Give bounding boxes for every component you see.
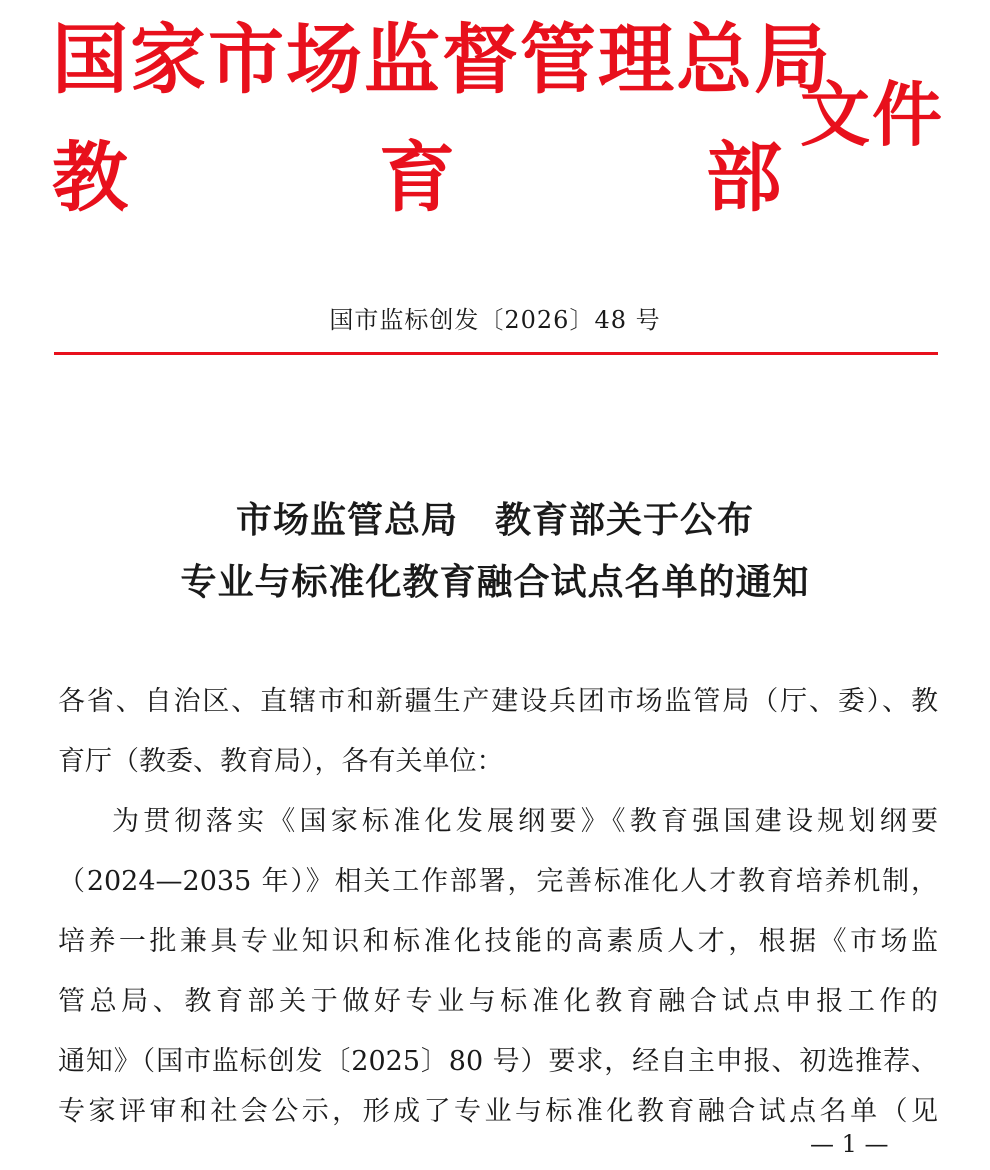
document-suffix: 文件 [800, 74, 944, 156]
document-number: 国市监标创发〔2026〕48 号 [329, 306, 661, 334]
paragraph-line-6: 专家评审和社会公示，形成了专业与标准化教育融合试点名单（见 [58, 1096, 938, 1127]
co-issuing-org-name [52, 132, 782, 224]
paragraph-line-5: 通知》（国市监标创发〔2025〕80 号）要求，经自主申报、初选推荐、 [58, 1046, 938, 1077]
page-number: — 1 — [810, 1130, 889, 1158]
addressee-line-2: 育厅（教委、教育局），各有关单位： [58, 746, 504, 777]
paragraph-line-1: 为贯彻落实《国家标准化发展纲要》《教育强国建设规划纲要 [112, 806, 938, 837]
addressee-line-1: 各省、自治区、直辖市和新疆生产建设兵团市场监管局（厅、委）、教 [58, 686, 938, 717]
paragraph-line-2: （2024—2035 年）》相关工作部署，完善标准化人才教育培养机制， [58, 866, 938, 897]
co-org-char-1: 教 [52, 133, 128, 222]
issuing-org-name: 国家市场监督管理总局 [52, 15, 832, 104]
document-title-line-1: 市场监管总局 教育部关于公布 [235, 500, 754, 541]
paragraph-line-3: 培养一批兼具专业知识和标准化技能的高素质人才，根据《市场监 [58, 926, 938, 957]
paragraph-line-4: 管总局、教育部关于做好专业与标准化教育融合试点申报工作的 [58, 986, 938, 1017]
co-org-char-3: 部 [706, 133, 782, 222]
co-org-char-2: 育 [379, 133, 455, 222]
document-title-line-2: 专业与标准化教育融合试点名单的通知 [180, 562, 810, 603]
red-divider-line [54, 352, 938, 355]
